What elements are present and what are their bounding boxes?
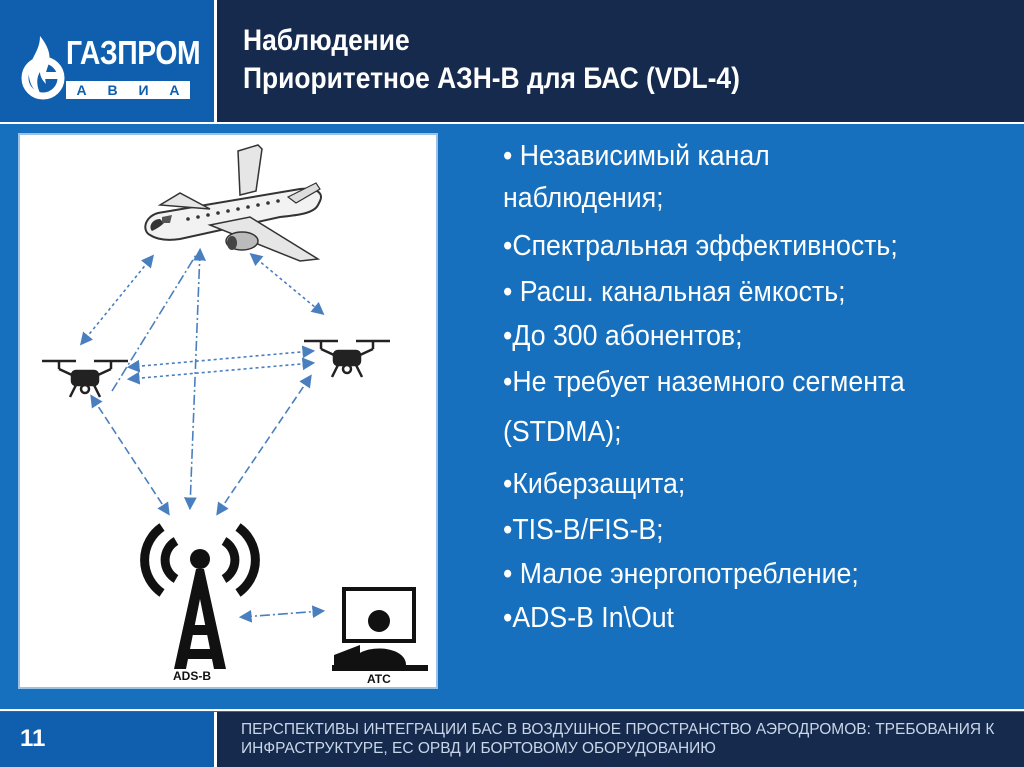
- airplane-icon: [145, 145, 321, 261]
- list-item: •TIS-B/FIS-B;: [503, 514, 664, 546]
- drone-icon: [304, 341, 390, 377]
- gazprom-avia-logo: [0, 0, 217, 122]
- logo-wordmark: ГАЗПРОМ: [66, 34, 201, 71]
- link-plane-drone-right: [252, 255, 322, 313]
- footer-divider: [0, 709, 1024, 711]
- surveillance-diagram: [18, 133, 438, 689]
- feature-list: [503, 140, 1013, 646]
- list-item: • Малое энергопотребление;: [503, 558, 859, 590]
- logo-sub-letter: А: [169, 82, 180, 98]
- list-item: (STDMA);: [503, 416, 622, 448]
- logo-sub-letter: В: [107, 82, 118, 98]
- logo-sub-letter: А: [76, 82, 87, 98]
- title-line-1: Наблюдение: [243, 24, 410, 57]
- logo-subtitle: [66, 81, 190, 99]
- header-bar: [0, 0, 1024, 122]
- gazprom-flame-icon: [18, 28, 68, 100]
- list-item: • Расш. канальная ёмкость;: [503, 276, 846, 308]
- link-tower-atc: [242, 611, 322, 617]
- list-item: •Киберзащита;: [503, 468, 686, 500]
- page-number-box: [0, 712, 217, 767]
- logo-sub-letter: И: [138, 82, 149, 98]
- page-title: [243, 22, 808, 98]
- label-atc: ATC: [367, 672, 391, 686]
- atc-workstation-icon: [332, 589, 428, 671]
- list-item: наблюдения;: [503, 182, 664, 214]
- link-drone-drone: [130, 351, 312, 367]
- list-item: •ADS-B In\Out: [503, 602, 674, 634]
- list-item: • Независимый канал: [503, 140, 770, 172]
- title-line-2: Приоритетное АЗН-В для БАС (VDL-4): [243, 62, 740, 95]
- page-number: 11: [20, 725, 46, 752]
- drone-icon: [42, 361, 128, 397]
- diagram-canvas: [20, 135, 436, 687]
- link-drone-drone-2: [130, 363, 312, 379]
- list-item: •До 300 абонентов;: [503, 320, 743, 352]
- link-drone-left-plane-diag: [112, 255, 196, 391]
- radio-tower-icon: [145, 527, 256, 669]
- link-drone-left-tower: [92, 397, 168, 513]
- link-drone-right-tower: [218, 377, 310, 513]
- list-item: •Не требует наземного сегмента: [503, 366, 905, 398]
- footer-bar: [0, 712, 1024, 767]
- link-plane-tower: [190, 251, 200, 507]
- header-divider: [0, 122, 1024, 124]
- link-plane-drone-left: [82, 257, 152, 343]
- label-ads-b: ADS-B: [173, 669, 211, 683]
- footer-caption: ПЕРСПЕКТИВЫ ИНТЕГРАЦИИ БАС В ВОЗДУШНОЕ ПРОСТРАНСТВО АЭРОДРОМОВ: ТРЕБОВАНИЯ К ИНФРАСТРУКТУРЕ, ЕС ОРВД И БОРТОВОМУ ОБОРУДОВАНИЮ: [241, 721, 995, 757]
- list-item: •Спектральная эффективность;: [503, 230, 898, 262]
